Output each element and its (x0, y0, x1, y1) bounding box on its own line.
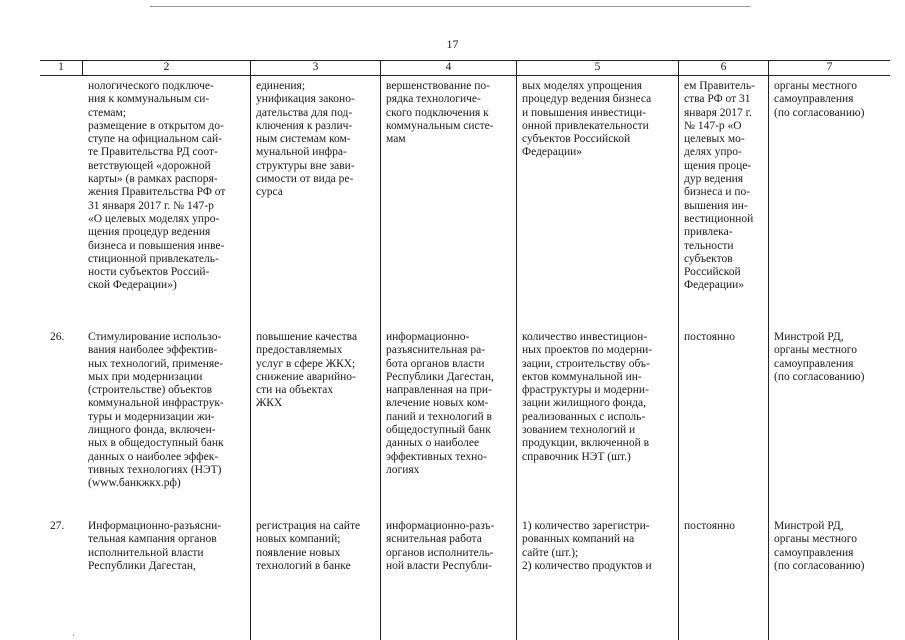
header-bottom-border (40, 75, 890, 76)
row-cell-responsible: органы местного самоуправления (по согласованию) (774, 80, 865, 119)
row-cell-result: повышение качества предоставляемых услуг в сфере ЖКХ; снижение аварийно- сти на объектах ЖКХ (256, 331, 358, 410)
scan-speck: · (72, 630, 75, 640)
row-cell-responsible: Минстрой РД, органы местного самоуправления (по согласованию) (774, 331, 865, 383)
row-cell-measure: Стимулирование использо- вания наиболее эффектив- ных технологий, применяе- мых при модернизации (строительстве) объектов коммунальной инфраструк- туры и модернизации жи- лищного фонда, включен- ных в общедоступный банк данных о наиболее эффек- тивных технологиях (НЭТ) (www.банкжкх.рф) (88, 331, 224, 490)
row-cell-measure: Информационно-разъясни- тельная кампания органов исполнительной власти Республики Дагестан, (88, 520, 222, 572)
row-cell-deadline: постоянно (684, 520, 736, 532)
column-number: 4 (445, 61, 452, 73)
row-cell-mechanism: информационно-разъ- яснительная работа органов исполнитель- ной власти Республи- (386, 520, 495, 572)
column-number: 6 (720, 61, 727, 73)
column-number: 3 (312, 61, 319, 73)
row-cell-indicator: вых моделях упрощения процедур ведения бизнеса и повышения инвестици- онной привлекательности субъектов Российской Федерации» (522, 80, 652, 159)
row-cell-deadline: постоянно (684, 331, 736, 343)
row-cell-result: единения; унификация законо- дательства для под- ключения к различ- ным системам ком- мунальной инфра- структуры вне зави- симости от вида ре- сурса (256, 80, 355, 199)
row-cell-indicator: количество инвестицион- ных проектов по модерни- зации, строительству объ- ектов коммунальной ин- фраструктуры и модерни- зации жилищного фонда, реализованных с исполь- зованием технологий и продукции, включенной в справочник НЭТ (шт.) (522, 331, 653, 463)
row-cell-mechanism: информационно- разъяснительная ра- бота органов власти Республики Дагестан, направленная на при- влечение новых ком- паний и технологий в общедоступный банк данных о наиболее эффективных техно- логиях (386, 331, 494, 476)
row-cell-result: регистрация на сайте новых компаний; появление новых технологий в банке (256, 520, 361, 572)
row-number: 26. (50, 331, 65, 343)
row-cell-deadline: ем Правитель- ства РФ от 31 января 2017 г. № 147-р «О целевых мо- делях упро- щения проце- дур ведения бизнеса и по- вышения ин- вестиционной привлека- тельности субъектов Российской Федерации» (684, 80, 755, 292)
row-number: 27. (50, 520, 65, 532)
column-divider (678, 60, 679, 640)
column-number: 1 (58, 61, 64, 73)
scan-artifact-top (150, 6, 750, 7)
column-number: 7 (826, 61, 833, 73)
column-divider (380, 60, 381, 640)
column-number: 2 (163, 61, 170, 73)
row-cell-responsible: Минстрой РД, органы местного самоуправления (по согласованию) (774, 520, 865, 572)
column-divider (250, 60, 251, 640)
row-cell-measure: нологического подключе- ния к коммунальным си- стемам; размещение в открытом до- ступе на официальном сай- те Правительства РД соот- ветствующей «дорожной карты» (в рамках распоря- жения Правительства РФ от 31 января 2017 г. № 147-р «О целевых моделях упро- щения процедур ведения бизнеса и повышения инве- стиционной привлекатель- ности субъектов Россий- ской Федерации») (88, 80, 226, 292)
column-number: 5 (594, 61, 601, 73)
page-number: 17 (446, 37, 459, 51)
column-divider (516, 60, 517, 640)
column-divider (768, 60, 769, 640)
row-cell-mechanism: вершенствование по- рядка технологиче- ского подключения к коммунальным систе- мам (386, 80, 494, 146)
row-cell-indicator: 1) количество зарегистри- рованных компаний на сайте (шт.); 2) количество продуктов и (522, 520, 652, 572)
